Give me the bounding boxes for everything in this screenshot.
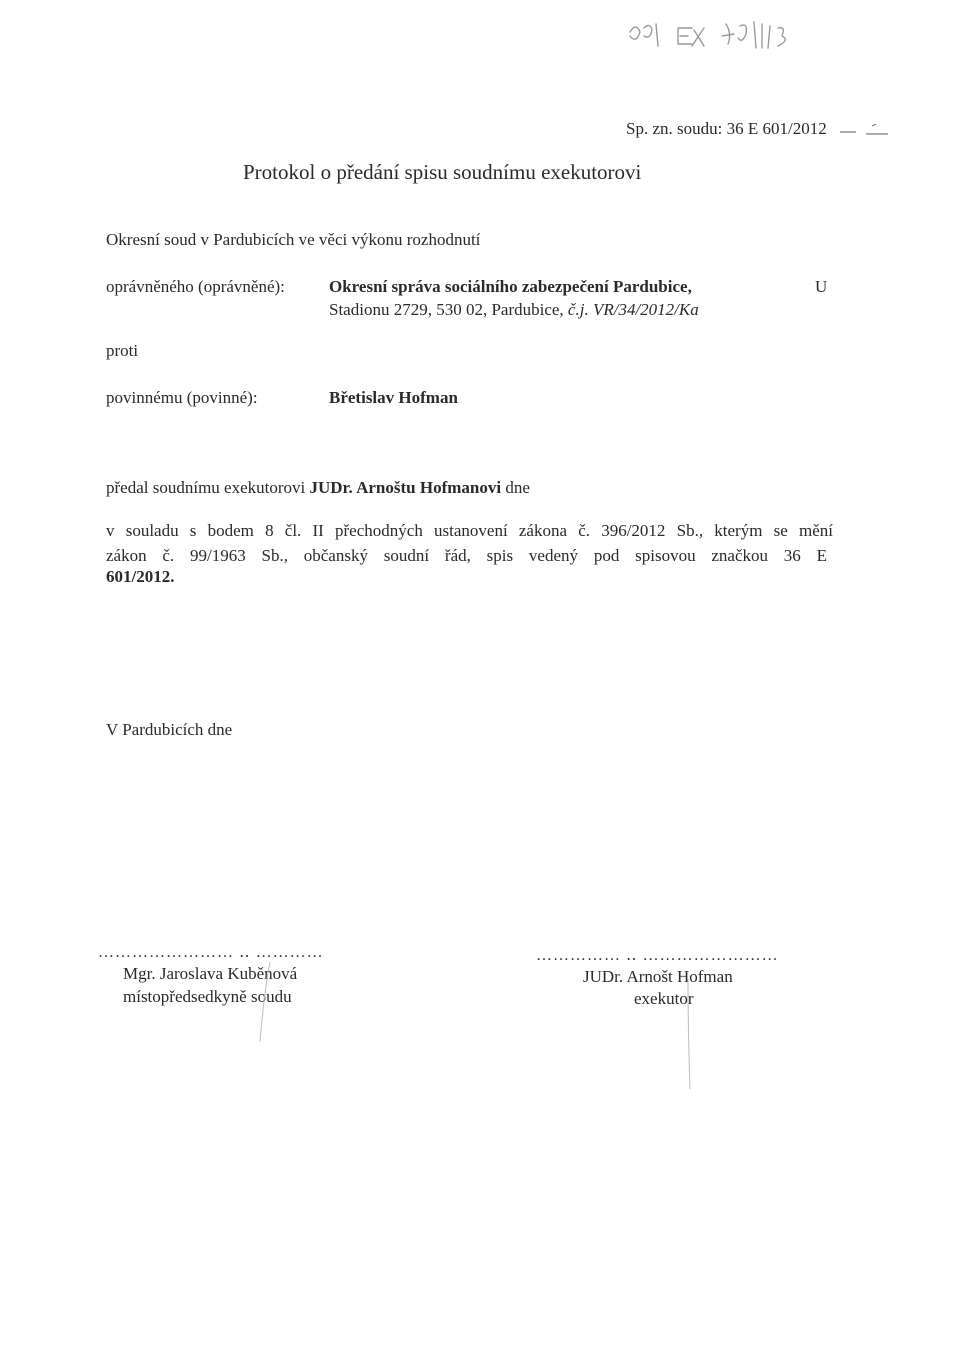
paragraph-line-2: zákon č. 99/1963 Sb., občanský soudní řád, spis vedený pod spisovou značkou 36 E	[106, 546, 827, 565]
creditor-ref-value: VR/34/2012/Ka	[592, 300, 699, 319]
signature-left-role: místopředsedkyně soudu	[123, 987, 292, 1006]
document-title: Protokol o předání spisu soudnímu exekutorovi	[243, 160, 642, 184]
debtor-label: povinnému (povinné):	[106, 388, 258, 407]
signature-right-name: JUDr. Arnošt Hofman	[583, 967, 733, 986]
handover-executor: JUDr. Arnoštu Hofmanovi	[309, 478, 502, 497]
creditor-label: oprávněného (oprávněné):	[106, 277, 285, 296]
case-number: Sp. zn. soudu: 36 E 601/2012	[626, 119, 827, 138]
creditor-name: Okresní správa sociálního zabezpečení Pardubice,	[329, 277, 692, 296]
handwritten-reference-mark	[622, 10, 802, 70]
signature-line-left: …………………… ‥ …………	[98, 944, 324, 961]
creditor-ref-label: č.j.	[567, 300, 589, 319]
signature-pen-mark-left	[240, 958, 300, 1048]
signature-right-role: exekutor	[634, 989, 694, 1008]
creditor-address: Stadionu 2729, 530 02, Pardubice,	[329, 300, 564, 319]
handover-suffix: dne	[505, 478, 530, 497]
handover-line	[106, 478, 530, 498]
signature-pen-mark-right	[650, 975, 710, 1095]
signature-left-name: Mgr. Jaroslava Kuběnová	[123, 964, 298, 983]
creditor-address-line	[329, 300, 699, 320]
paragraph-line-3: 601/2012.	[106, 567, 175, 586]
debtor-name: Břetislav Hofman	[329, 388, 458, 407]
signature-line-right: …………… ‥ ……………………	[536, 947, 779, 964]
handover-prefix: předal soudnímu exekutorovi	[106, 478, 306, 497]
paragraph-line-1: v souladu s bodem 8 čl. II přechodných ustanovení zákona č. 396/2012 Sb., kterým se mění	[106, 521, 833, 540]
place-date: V Pardubicích dne	[106, 720, 233, 739]
intro-text: Okresní soud v Pardubicích ve věci výkonu rozhodnutí	[106, 230, 481, 249]
creditor-name-tail: U	[815, 277, 828, 296]
proti-label: proti	[106, 341, 139, 360]
case-number-pen-stroke	[838, 118, 898, 140]
